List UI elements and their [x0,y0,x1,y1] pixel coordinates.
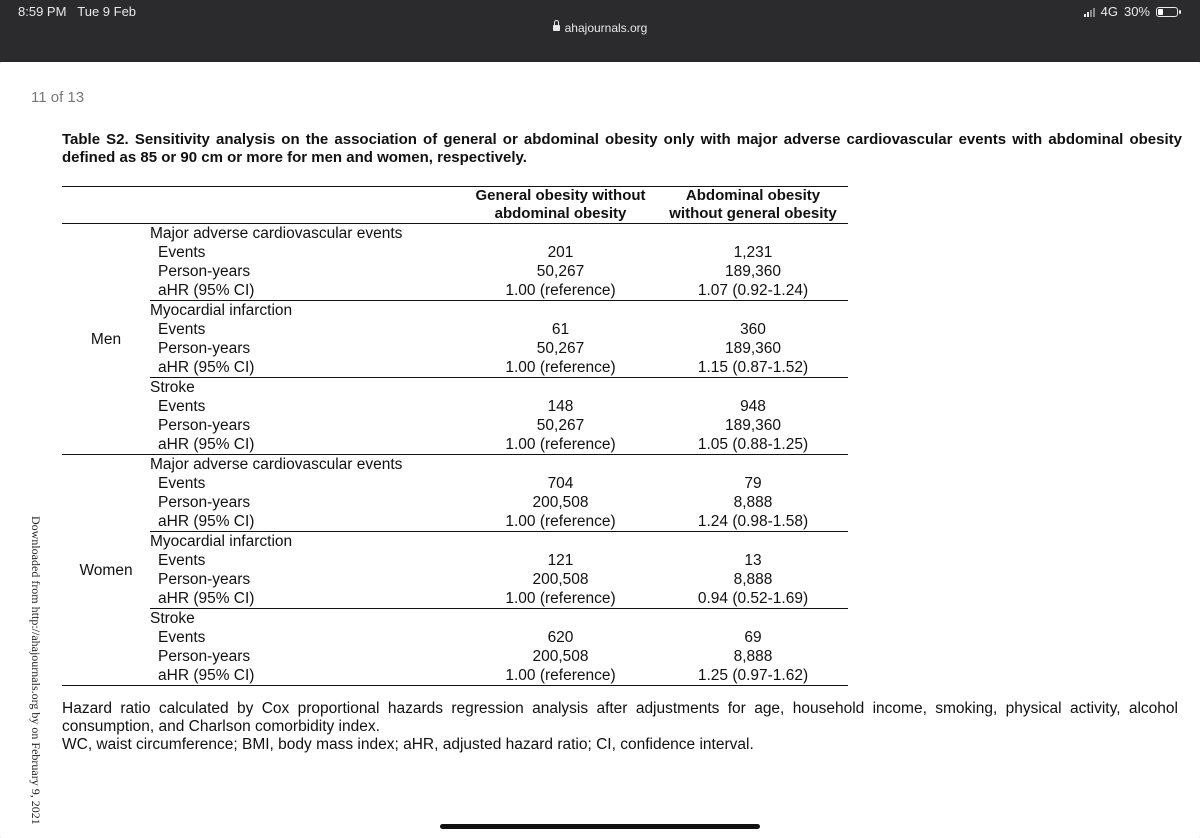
outcome-label: Stroke [150,379,195,396]
outcome-label: Stroke [150,610,195,627]
table-row [62,570,848,589]
table-row [62,666,848,686]
header-label [150,187,463,224]
download-watermark: Downloaded from http://ahajournals.org by on February 9, 2021 [29,516,43,825]
outcome-label: Myocardial infarction [150,533,293,550]
table-row [62,435,848,455]
metric-label: Person-years [158,263,251,280]
url-text: ahajournals.org [564,21,648,35]
header-abdominal-line1: Abdominal obesity [685,187,821,204]
metric-label: Events [158,321,206,338]
table-row [62,474,848,493]
metric-label: aHR (95% CI) [150,666,463,686]
abdominal-obesity-value: 360 [740,321,766,338]
table-row [62,358,848,378]
metric-label: aHR (95% CI) [150,435,463,455]
abdominal-obesity-value: 1.24 (0.98-1.58) [658,512,848,532]
abdominal-obesity-value: 189,360 [724,417,782,434]
network-type: 4G [1100,4,1118,19]
empty-cell [463,532,658,552]
outcome-label: Myocardial infarction [150,302,293,319]
abdominal-obesity-value: 79 [744,475,762,492]
table-row [62,551,848,570]
date-text: Tue 9 Feb [77,4,137,19]
general-obesity-value: 200,508 [532,494,589,511]
header-abdominal-line2: without general obesity [669,205,837,222]
table-row [62,416,848,435]
metric-label: Person-years [158,648,251,665]
general-obesity-value: 148 [547,398,574,415]
metric-label: Person-years [158,571,251,588]
battery-percent: 30% [1123,4,1150,19]
outcome-row [62,609,848,629]
metric-label: Person-years [158,417,251,434]
abdominal-obesity-value: 8,888 [733,571,773,588]
metric-label: Events [158,244,206,261]
metric-label: Events [158,475,206,492]
general-obesity-value: 1.00 (reference) [463,666,658,686]
header-sex [62,187,150,224]
table-row [62,628,848,647]
metric-label: Events [158,398,206,415]
abdominal-obesity-value: 1.15 (0.87-1.52) [658,358,848,378]
header-general-obesity [463,187,658,224]
general-obesity-value: 1.00 (reference) [463,435,658,455]
empty-cell [658,301,848,321]
table-row [62,320,848,339]
metric-label: Person-years [158,340,251,357]
empty-cell [658,609,848,629]
general-obesity-value: 121 [547,552,574,569]
metric-label: Events [158,552,206,569]
abdominal-obesity-value: 8,888 [733,648,773,665]
general-obesity-value: 50,267 [536,340,585,357]
table-body [62,224,848,686]
general-obesity-value: 1.00 (reference) [463,512,658,532]
abdominal-obesity-value: 69 [744,629,762,646]
outcome-row [62,224,848,244]
metric-label: aHR (95% CI) [150,281,463,301]
header-abdominal-obesity [658,187,848,224]
metric-label: Events [158,629,206,646]
empty-cell [658,532,848,552]
table-row [62,243,848,262]
empty-cell [463,378,658,398]
outcome-row [62,455,848,475]
table-header-row [62,187,848,224]
metric-label: Person-years [158,494,251,511]
address-bar[interactable] [0,21,1200,35]
metric-label: aHR (95% CI) [150,589,463,609]
sex-label: Men [62,224,150,455]
table-row [62,512,848,532]
abdominal-obesity-value: 0.94 (0.52-1.69) [658,589,848,609]
metric-label: aHR (95% CI) [150,512,463,532]
table-title: Table S2. Sensitivity analysis on the association of general or abdominal obesity only with major adverse cardiovascular events with abdominal obesity defined as 85 or 90 cm or more for men and women, respectively. [62,131,1182,166]
page-indicator: 11 of 13 [31,89,85,106]
abdominal-obesity-value: 1.05 (0.88-1.25) [658,435,848,455]
footnote-hazard-ratio: Hazard ratio calculated by Cox proportional hazards regression analysis after adjustments for age, household income, smoking, physical activity, alcohol consumption, and Charlson comorbidity index. [62,700,1178,735]
general-obesity-value: 200,508 [532,571,589,588]
outcome-label: Major adverse cardiovascular events [150,225,403,242]
empty-cell [463,455,658,475]
pdf-page [0,62,1200,838]
general-obesity-value: 61 [551,321,570,338]
empty-cell [658,378,848,398]
general-obesity-value: 200,508 [532,648,589,665]
outcome-label: Major adverse cardiovascular events [150,456,403,473]
empty-cell [463,224,658,244]
abdominal-obesity-value: 189,360 [724,340,782,357]
general-obesity-value: 1.00 (reference) [463,358,658,378]
general-obesity-value: 50,267 [536,263,585,280]
general-obesity-value: 620 [547,629,574,646]
metric-label: aHR (95% CI) [150,358,463,378]
table-row [62,493,848,512]
general-obesity-value: 201 [547,244,574,261]
empty-cell [658,455,848,475]
battery-icon [1156,7,1178,17]
empty-cell [463,301,658,321]
table-row [62,397,848,416]
document-viewer[interactable] [0,44,1200,838]
signal-icon [1084,6,1095,17]
outcome-row [62,378,848,398]
abdominal-obesity-value: 8,888 [733,494,773,511]
table-row [62,281,848,301]
empty-cell [658,224,848,244]
outcome-row [62,301,848,321]
general-obesity-value: 704 [547,475,574,492]
footnote-abbreviations: WC, waist circumference; BMI, body mass index; aHR, adjusted hazard ratio; CI, confidence interval. [62,736,754,753]
results-table [62,186,848,686]
abdominal-obesity-value: 948 [740,398,766,415]
sex-label: Women [62,455,150,686]
table-row [62,339,848,358]
abdominal-obesity-value: 1.07 (0.92-1.24) [658,281,848,301]
general-obesity-value: 1.00 (reference) [463,589,658,609]
time-text: 8:59 PM [18,4,67,19]
abdominal-obesity-value: 189,360 [724,263,782,280]
abdominal-obesity-value: 13 [744,552,762,569]
abdominal-obesity-value: 1,231 [733,244,773,261]
general-obesity-value: 1.00 (reference) [463,281,658,301]
status-bar-time [18,4,136,19]
home-indicator[interactable] [440,824,760,829]
header-general-line1: General obesity without [475,187,646,204]
status-bar-right [1084,4,1178,19]
table-row [62,647,848,666]
outcome-row [62,532,848,552]
empty-cell [463,609,658,629]
header-general-line2: abdominal obesity [494,205,627,222]
general-obesity-value: 50,267 [536,417,585,434]
lock-icon [553,25,560,31]
table-row [62,262,848,281]
table-row [62,589,848,609]
abdominal-obesity-value: 1.25 (0.97-1.62) [658,666,848,686]
